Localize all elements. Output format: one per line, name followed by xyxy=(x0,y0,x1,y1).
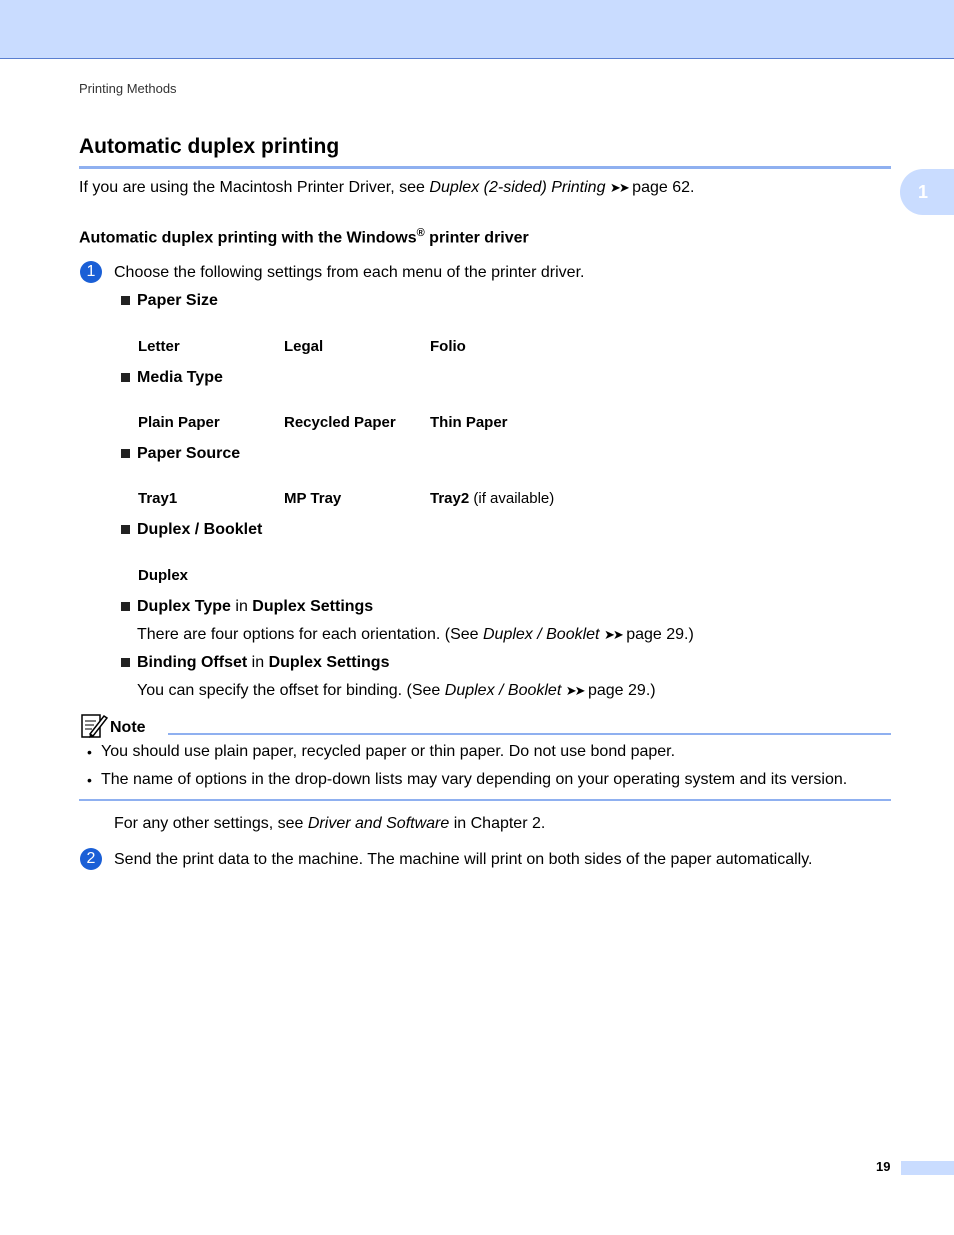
step-1-number: 1 xyxy=(86,263,96,280)
paper-source-label: Paper Source xyxy=(137,445,241,462)
square-bullet-icon xyxy=(121,525,130,534)
note-item-2: The name of options in the drop-down lists may vary depending on your operating system and its version. xyxy=(101,771,848,788)
page-number: 19 xyxy=(876,1159,891,1174)
page-ref: page 29.) xyxy=(621,626,694,643)
chapter-number: 1 xyxy=(918,181,929,202)
duplex-type-line xyxy=(137,598,373,616)
paper-size-label: Paper Size xyxy=(137,292,218,309)
binding-offset-line xyxy=(137,654,389,672)
square-bullet-icon xyxy=(121,296,130,305)
note-bullet: • xyxy=(87,772,92,788)
chevron-icon: ➤➤ xyxy=(603,627,622,642)
step-1-badge xyxy=(80,261,102,283)
other-settings-text xyxy=(114,815,545,833)
note-bullet: • xyxy=(87,744,92,760)
option-duplex: Duplex xyxy=(138,567,189,584)
duplex-type-desc xyxy=(137,626,694,644)
option-legal: Legal xyxy=(284,338,324,355)
in-word: in xyxy=(230,598,253,615)
option-recycled-paper: Recycled Paper xyxy=(284,414,396,431)
chapter-tab xyxy=(900,169,954,215)
square-bullet-icon xyxy=(121,373,130,382)
duplex-type-desc-text: There are four options for each orientation. (See xyxy=(137,626,483,643)
step-1-text: Choose the following settings from each menu of the printer driver. xyxy=(114,264,585,281)
running-head: Printing Methods xyxy=(79,81,177,96)
chevron-icon: ➤➤ xyxy=(565,683,584,698)
step-2-text: Send the print data to the machine. The machine will print on both sides of the paper automatically. xyxy=(114,851,813,868)
step-2-number: 2 xyxy=(86,850,96,867)
binding-offset-label: Binding Offset xyxy=(137,654,248,671)
subsection-title xyxy=(79,227,529,247)
duplex-type-label: Duplex Type xyxy=(137,598,231,615)
intro-link[interactable]: Duplex (2-sided) Printing xyxy=(429,179,606,196)
page-ref: page 29.) xyxy=(583,682,656,699)
subtitle-text: Automatic duplex printing with the Windows xyxy=(79,229,417,247)
driver-and-software-link[interactable]: Driver and Software xyxy=(307,815,450,832)
duplex-settings-label: Duplex Settings xyxy=(252,598,374,615)
binding-offset-desc xyxy=(137,682,656,700)
note-pencil-icon xyxy=(80,712,108,740)
square-bullet-icon xyxy=(121,658,130,667)
binding-offset-desc-text: You can specify the offset for binding. (See xyxy=(137,682,445,699)
note-top-rule xyxy=(168,733,891,735)
note-label: Note xyxy=(110,719,146,736)
option-thin-paper: Thin Paper xyxy=(430,414,508,431)
option-tray2 xyxy=(430,490,554,507)
other-settings-prefix: For any other settings, see xyxy=(114,815,308,832)
option-letter: Letter xyxy=(138,338,180,355)
media-type-label: Media Type xyxy=(137,369,223,386)
intro-paragraph xyxy=(79,179,694,197)
title-rule xyxy=(79,166,891,169)
option-mp-tray: MP Tray xyxy=(284,490,342,507)
duplex-booklet-link[interactable]: Duplex / Booklet xyxy=(444,682,562,699)
square-bullet-icon xyxy=(121,602,130,611)
duplex-settings-label: Duplex Settings xyxy=(268,654,390,671)
footer-bar xyxy=(901,1161,954,1175)
top-header-band xyxy=(0,0,954,59)
option-plain-paper: Plain Paper xyxy=(138,414,220,431)
registered-mark: ® xyxy=(416,227,425,239)
chevron-icon: ➤➤ xyxy=(609,180,628,195)
note-item-1: You should use plain paper, recycled paper or thin paper. Do not use bond paper. xyxy=(101,743,676,760)
option-tray2-label: Tray2 xyxy=(430,490,470,507)
intro-text: If you are using the Macintosh Printer Driver, see xyxy=(79,179,430,196)
square-bullet-icon xyxy=(121,449,130,458)
intro-page-ref: page 62. xyxy=(627,179,695,196)
in-word: in xyxy=(247,654,269,671)
subtitle-suffix: printer driver xyxy=(424,229,529,247)
note-bottom-rule xyxy=(79,799,891,801)
option-folio: Folio xyxy=(430,338,466,355)
option-tray1: Tray1 xyxy=(138,490,178,507)
duplex-booklet-label: Duplex / Booklet xyxy=(137,521,263,538)
duplex-booklet-link[interactable]: Duplex / Booklet xyxy=(482,626,600,643)
section-title: Automatic duplex printing xyxy=(79,135,340,158)
step-2-badge xyxy=(80,848,102,870)
option-tray2-note: (if available) xyxy=(469,490,555,507)
other-settings-suffix: in Chapter 2. xyxy=(449,815,546,832)
